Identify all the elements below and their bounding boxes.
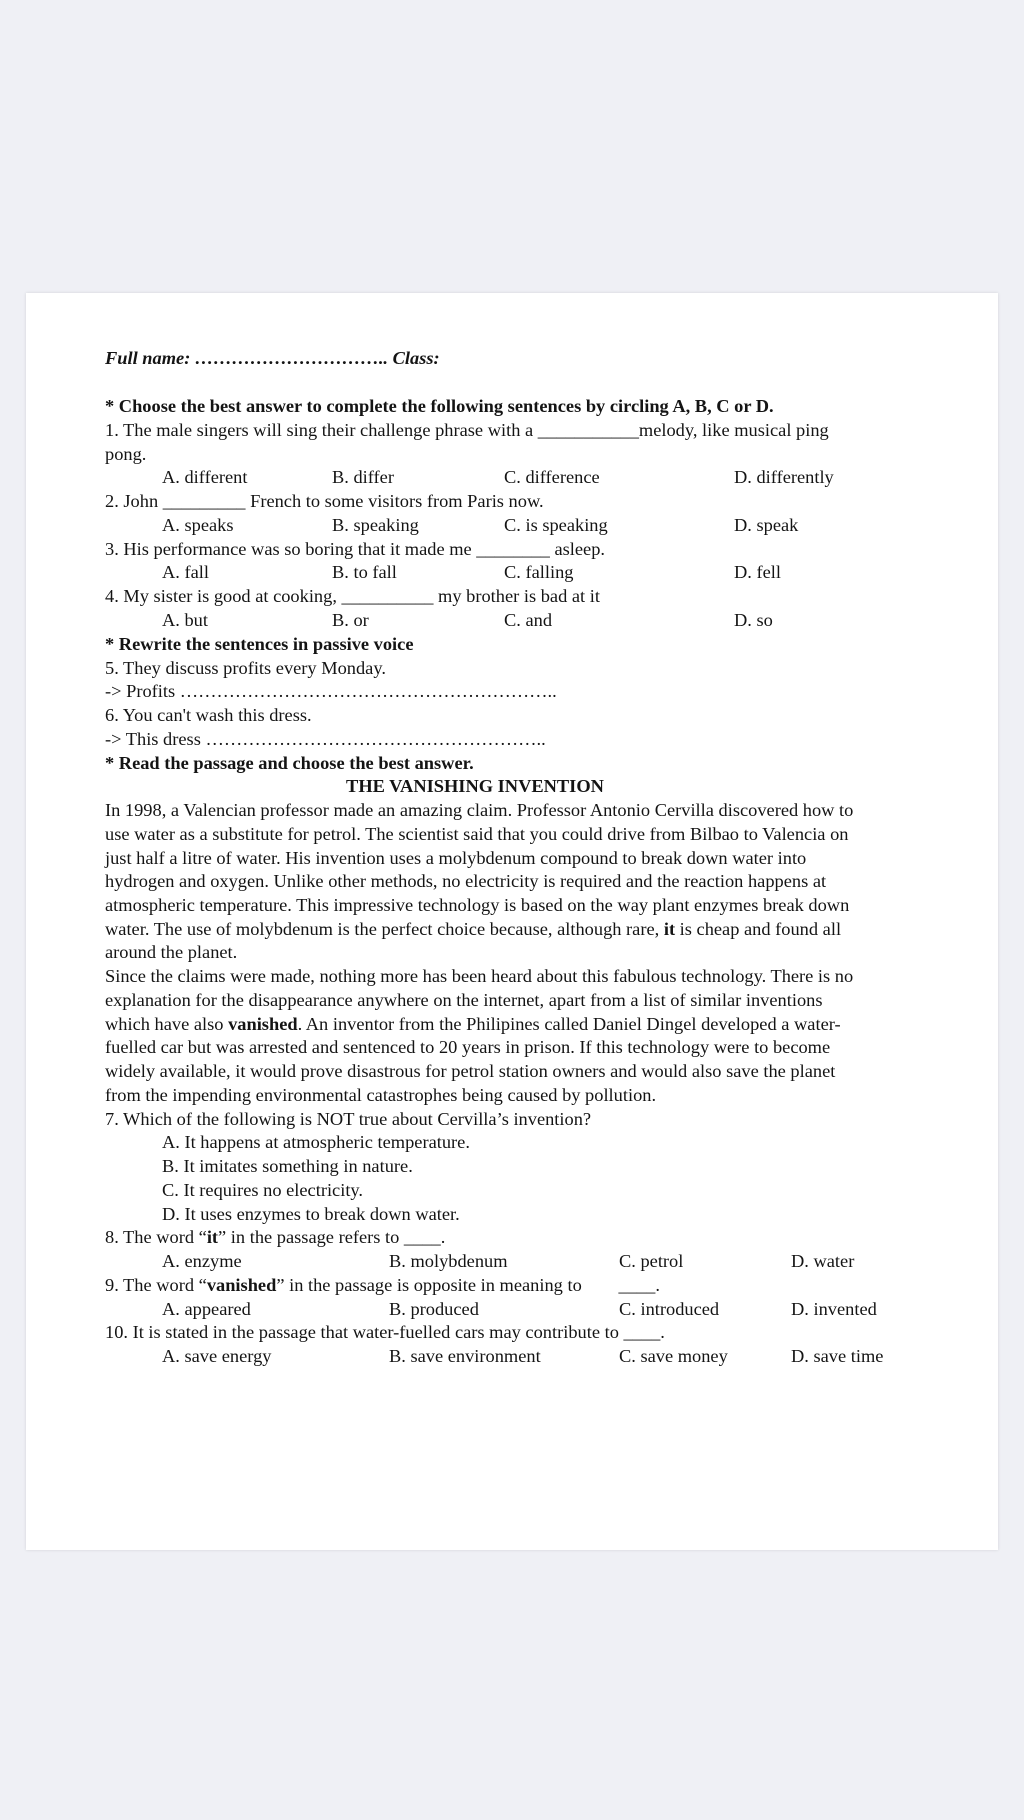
q9-text-b: ” in the passage is opposite in meaning to ____. xyxy=(276,1275,660,1295)
passage-line: atmospheric temperature. This impressive technology is based on the way plant enzymes break down xyxy=(105,895,850,915)
passage-line: use water as a substitute for petrol. The scientist said that you could drive from Bilbao to Valencia on xyxy=(105,824,849,844)
q10-option-d[interactable]: D. save time xyxy=(791,1346,884,1366)
q5-text: 5. They discuss profits every Monday. xyxy=(105,658,386,678)
q9-text xyxy=(105,1273,660,1297)
q7-text: 7. Which of the following is NOT true about Cervilla’s invention? xyxy=(105,1109,592,1129)
q3-option-c[interactable]: C. falling xyxy=(504,562,574,582)
q7-option-d[interactable]: D. It uses enzymes to break down water. xyxy=(162,1204,460,1224)
passage-bold-vanished: vanished xyxy=(228,1014,298,1034)
section3-heading: * Read the passage and choose the best answer. xyxy=(105,753,474,773)
q10-option-b[interactable]: B. save environment xyxy=(389,1346,541,1366)
passage-line: explanation for the disappearance anywhere on the internet, apart from a list of similar inventions xyxy=(105,990,823,1010)
q1-text-cont: pong. xyxy=(105,444,147,464)
q3-text: 3. His performance was so boring that it made me ________ asleep. xyxy=(105,539,605,559)
q8-text xyxy=(105,1225,445,1249)
passage-line: In 1998, a Valencian professor made an amazing claim. Professor Antonio Cervilla discovered how to xyxy=(105,800,854,820)
passage-line: around the planet. xyxy=(105,942,238,962)
full-name-class-line: Full name: ………………………….. Class: xyxy=(105,348,440,368)
passage-line: fuelled car but was arrested and sentenced to 20 years in prison. If this technology were to become xyxy=(105,1037,831,1057)
worksheet-page xyxy=(26,293,998,1550)
passage-text: . An inventor from the Philipines called Daniel Dingel developed a water- xyxy=(297,1014,841,1034)
q2-option-a[interactable]: A. speaks xyxy=(162,515,234,535)
q10-option-c[interactable]: C. save money xyxy=(619,1346,728,1366)
q2-option-c[interactable]: C. is speaking xyxy=(504,515,608,535)
passage-text: which have also xyxy=(105,1014,229,1034)
q2-option-b[interactable]: B. speaking xyxy=(332,515,419,535)
q1-option-a[interactable]: A. different xyxy=(162,467,248,487)
q6-text: 6. You can't wash this dress. xyxy=(105,705,312,725)
q8-text-a: 8. The word “ xyxy=(105,1227,207,1247)
q1-option-c[interactable]: C. difference xyxy=(504,467,600,487)
passage-line: Since the claims were made, nothing more has been heard about this fabulous technology. There is no xyxy=(105,966,854,986)
q7-option-a[interactable]: A. It happens at atmospheric temperature. xyxy=(162,1132,470,1152)
q4-option-c[interactable]: C. and xyxy=(504,610,553,630)
q3-option-a[interactable]: A. fall xyxy=(162,562,209,582)
q10-option-a[interactable]: A. save energy xyxy=(162,1346,272,1366)
q7-option-c[interactable]: C. It requires no electricity. xyxy=(162,1180,364,1200)
q4-option-d[interactable]: D. so xyxy=(734,610,773,630)
q9-option-b[interactable]: B. produced xyxy=(389,1299,479,1319)
q1-option-b[interactable]: B. differ xyxy=(332,467,394,487)
q3-option-d[interactable]: D. fell xyxy=(734,562,781,582)
q9-text-a: 9. The word “ xyxy=(105,1275,207,1295)
passage-line: widely available, it would prove disastrous for petrol station owners and would also save the planet xyxy=(105,1061,836,1081)
passage-line: hydrogen and oxygen. Unlike other methods, no electricity is required and the reaction happens at xyxy=(105,871,827,891)
q3-option-b[interactable]: B. to fall xyxy=(332,562,397,582)
q9-option-a[interactable]: A. appeared xyxy=(162,1299,251,1319)
q9-option-c[interactable]: C. introduced xyxy=(619,1299,720,1319)
passage-line: just half a litre of water. His invention uses a molybdenum compound to break down water into xyxy=(105,848,807,868)
passage-line: from the impending environmental catastrophes being caused by pollution. xyxy=(105,1085,657,1105)
q6-answer-line[interactable]: -> This dress ……………………………………………….. xyxy=(105,729,546,749)
q5-answer-line[interactable]: -> Profits …………………………………………………….. xyxy=(105,681,557,701)
q8-option-b[interactable]: B. molybdenum xyxy=(389,1251,508,1271)
q2-text: 2. John _________ French to some visitors from Paris now. xyxy=(105,491,544,511)
q8-text-b: ” in the passage refers to ____. xyxy=(218,1227,446,1247)
q9-option-d[interactable]: D. invented xyxy=(791,1299,877,1319)
q8-bold-word: it xyxy=(206,1227,219,1247)
section1-heading: * Choose the best answer to complete the following sentences by circling A, B, C or D. xyxy=(105,396,774,416)
q8-option-c[interactable]: C. petrol xyxy=(619,1251,684,1271)
q4-text: 4. My sister is good at cooking, __________ my brother is bad at it xyxy=(105,586,600,606)
q8-option-a[interactable]: A. enzyme xyxy=(162,1251,242,1271)
q10-text: 10. It is stated in the passage that water-fuelled cars may contribute to ____. xyxy=(105,1322,665,1342)
q1-text: 1. The male singers will sing their challenge phrase with a ___________melody, like musical ping xyxy=(105,420,829,440)
q2-option-d[interactable]: D. speak xyxy=(734,515,799,535)
section2-heading: * Rewrite the sentences in passive voice xyxy=(105,634,414,654)
passage-text: water. The use of molybdenum is the perfect choice because, although rare, xyxy=(105,919,664,939)
passage-text: is cheap and found all xyxy=(675,919,842,939)
q1-option-d[interactable]: D. differently xyxy=(734,467,834,487)
q9-bold-word: vanished xyxy=(206,1275,277,1295)
passage-title: THE VANISHING INVENTION xyxy=(346,776,604,796)
q8-option-d[interactable]: D. water xyxy=(791,1251,855,1271)
q4-option-a[interactable]: A. but xyxy=(162,610,208,630)
q4-option-b[interactable]: B. or xyxy=(332,610,369,630)
passage-bold-it: it xyxy=(663,919,676,939)
passage-line xyxy=(105,917,977,941)
passage-line xyxy=(105,1012,977,1036)
q7-option-b[interactable]: B. It imitates something in nature. xyxy=(162,1156,413,1176)
